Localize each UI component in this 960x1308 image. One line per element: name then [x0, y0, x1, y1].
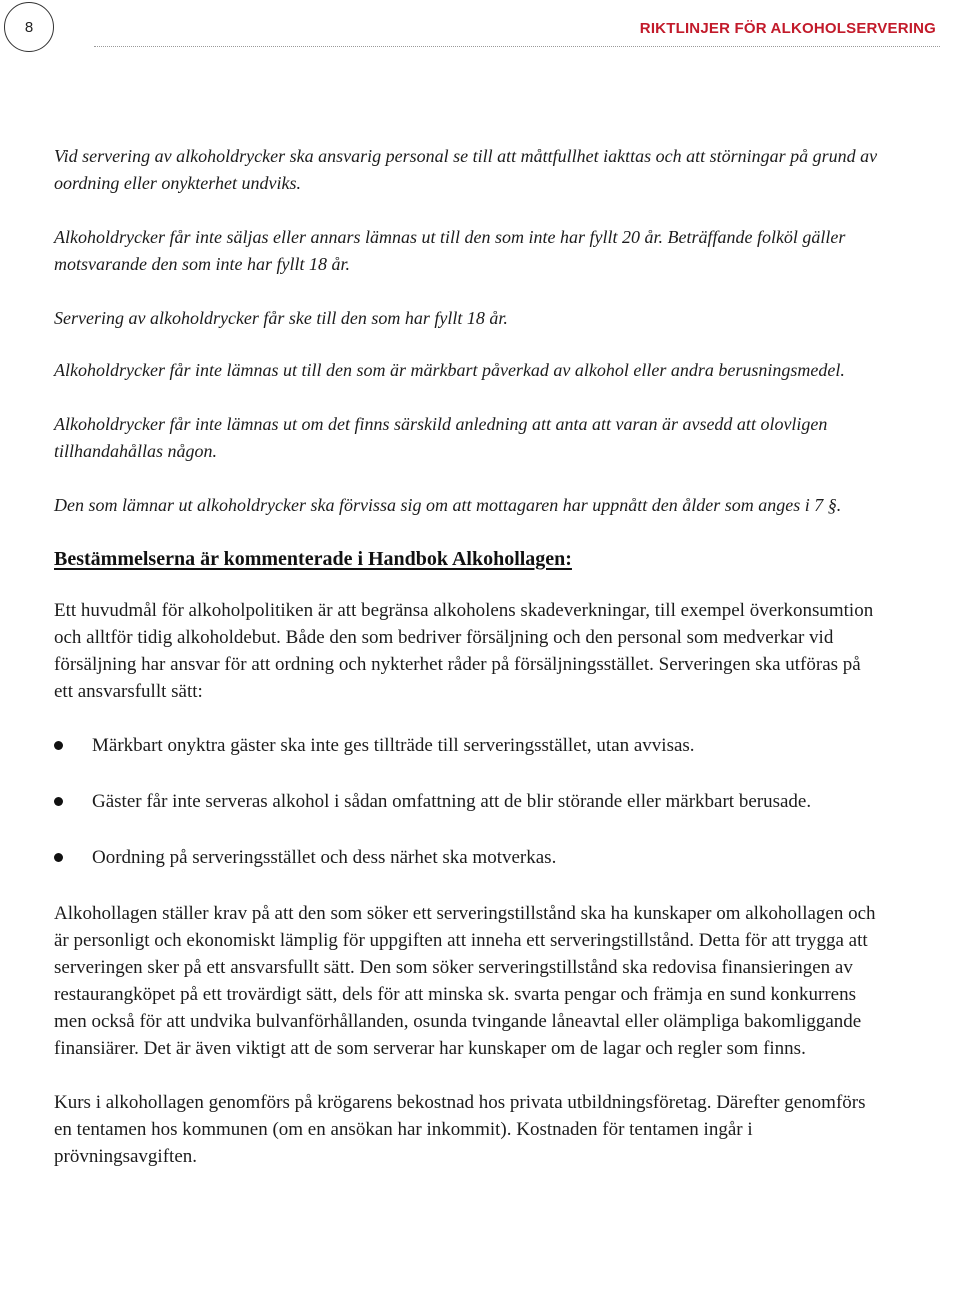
intro-paragraph: Ett huvudmål för alkoholpolitiken är att begränsa alkoholens skadeverkningar, till exempel överkonsumtion och alltför tidig alkoholdebut. Både den som bedriver försäljning och den personal som medverkar vid försäljning har ansvar för att ordning och nykterhet råder på försäljningsstället. Serveringen ska utföras på ett ansvarsfullt sätt: [54, 600, 874, 702]
course-paragraph: Kurs i alkohollagen genomförs på krögarens bekostnad hos privata utbildningsföretag. Därefter genomförs en tentamen hos kommunen (om en ansökan har inkommit). Kostnaden för tentamen ingår i prövningsavgiften. [54, 1092, 866, 1167]
bullet-icon [54, 797, 63, 806]
list-item [54, 732, 880, 759]
bullet-icon [54, 853, 63, 862]
document-body [54, 143, 880, 1197]
law-paragraph-intoxicated: Alkoholdrycker får inte lämnas ut till den som är märkbart påverkad av alkohol eller andra berusningsmedel. [54, 360, 845, 380]
list-item-text: Märkbart onyktra gäster ska inte ges tillträde till serveringsstället, utan avvisas. [92, 735, 695, 756]
law-paragraph-age-check: Den som lämnar ut alkoholdrycker ska förvissa sig om att mottagaren har uppnått den ålder som anges i 7 §. [54, 495, 842, 515]
law-paragraph-illegal-supply: Alkoholdrycker får inte lämnas ut om det finns särskild anledning att anta att varan är avsedd att olovligen tillhandahållas någon. [54, 414, 828, 461]
list-item [54, 788, 880, 815]
section-heading: Bestämmelserna är kommenterade i Handbok Alkohollagen: [54, 548, 572, 570]
requirements-paragraph: Alkohollagen ställer krav på att den som söker ett serveringstillstånd ska ha kunskaper om alkohollagen och är personligt och ekonomiskt lämplig för uppgiften att inneha ett serveringstillstånd. Detta för att trygga att serveringen sker på ett ansvarsfullt sätt. Den som söker serveringstillstånd ska redovisa finansieringen av restaurangköpet på ett trovärdigt sätt, dels för att minska sk. svarta pengar och främja en sund konkurrens men också för att undvika bulvanförhållanden, osunda tvingande låneavtal eller olämpliga bakomliggande finansiärer. Det är även viktigt att de som serverar har kunskaper om de lagar och regler som finns. [54, 903, 876, 1059]
law-paragraph-moderation: Vid servering av alkoholdrycker ska ansvarig personal se till att måttfullhet iakttas och att störningar på grund av oordning eller onykterhet undviks. [54, 146, 878, 193]
page-number: 8 [4, 2, 54, 52]
law-paragraph-age-limit: Alkoholdrycker får inte säljas eller annars lämnas ut till den som inte har fyllt 20 år. Beträffande folköl gäller motsvarande den som inte har fyllt 18 år. [54, 227, 846, 274]
list-item-text: Oordning på serveringsstället och dess närhet ska motverkas. [92, 847, 557, 868]
law-paragraph-serving-age: Servering av alkoholdrycker får ske till den som har fyllt 18 år. [54, 308, 508, 328]
header-divider [94, 46, 940, 47]
list-item [54, 844, 880, 871]
running-header-title: RIKTLINJER FÖR ALKOHOLSERVERING [639, 20, 936, 37]
list-item-text: Gäster får inte serveras alkohol i sådan omfattning att de blir störande eller märkbart berusade. [92, 791, 812, 812]
bullet-icon [54, 741, 63, 750]
responsibility-list [54, 732, 880, 871]
